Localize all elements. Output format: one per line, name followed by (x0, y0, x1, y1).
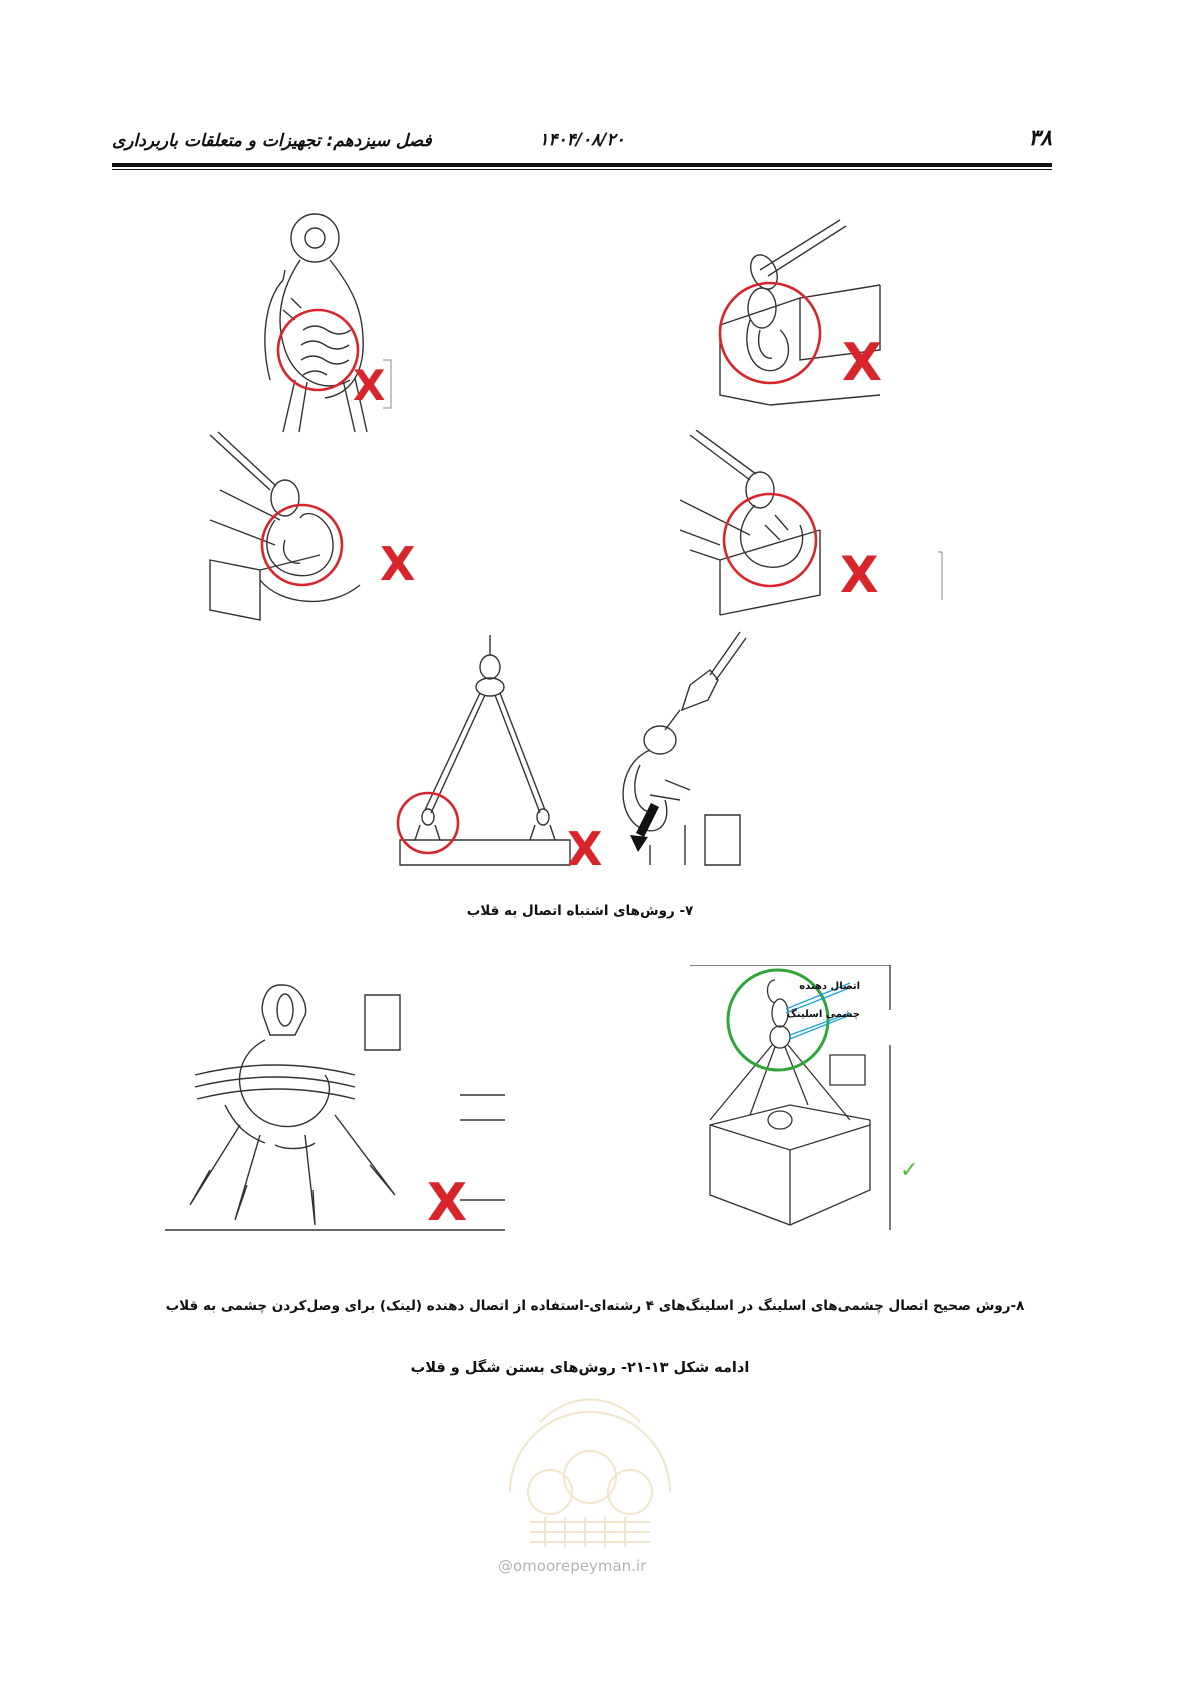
figure-caption-7: ۷- روش‌های اشتباه اتصال به قلاب (466, 903, 694, 919)
watermark-logo (470, 1382, 710, 1552)
figure-continuation-caption: ادامه شکل ۱۳-۲۱- روش‌های بستن شگل و قلاب (410, 1360, 750, 1376)
wrong-mark: X (567, 822, 603, 870)
figure-hook-rope-wrong (255, 210, 435, 435)
figure-four-leg-link-correct (690, 965, 950, 1240)
correct-check-icon: ✓ (900, 1158, 919, 1183)
figure-caption-8: ۸-روش صحیح اتصال چشمی‌های اسلینگ در اسلینگ‌های ۴ رشته‌ای-استفاده از اتصال دهنده (لینک) برای وصل‌کردن چشمی به قلاب (165, 1298, 1025, 1314)
wrong-mark: X (840, 546, 879, 604)
wrong-mark: X (842, 333, 883, 393)
wrong-mark: X (380, 537, 416, 591)
figure-hook-box-corner-wrong (700, 210, 910, 410)
highlight-circle (720, 283, 820, 383)
label-connector: اتصال دهنده (799, 981, 860, 992)
figure-two-leg-sling-wrong (395, 635, 625, 870)
figure-hook-side-load (610, 630, 750, 870)
figure-hook-block-edge-wrong (680, 430, 950, 640)
header-rule-thick (112, 163, 1052, 167)
page-number: ۳۸ (1028, 126, 1052, 151)
wrong-mark: X (353, 361, 386, 410)
watermark-url: @omoorepeyman.ir (498, 1557, 647, 1575)
chapter-title: فصل سیزدهم: تجهیزات و متعلقات باربرداری (112, 131, 432, 151)
figure-hook-tip-load-wrong (200, 430, 460, 640)
header-date: ۱۴۰۴/۰۸/۲۰ (539, 130, 625, 150)
highlight-circle (278, 310, 358, 390)
page-header (112, 126, 1052, 166)
header-rule-thin (112, 169, 1052, 170)
figure-four-leg-hook-wrong (165, 975, 525, 1240)
label-sling-eye: چشمی اسلینگ (786, 1009, 860, 1020)
wrong-mark: X (427, 1173, 468, 1233)
